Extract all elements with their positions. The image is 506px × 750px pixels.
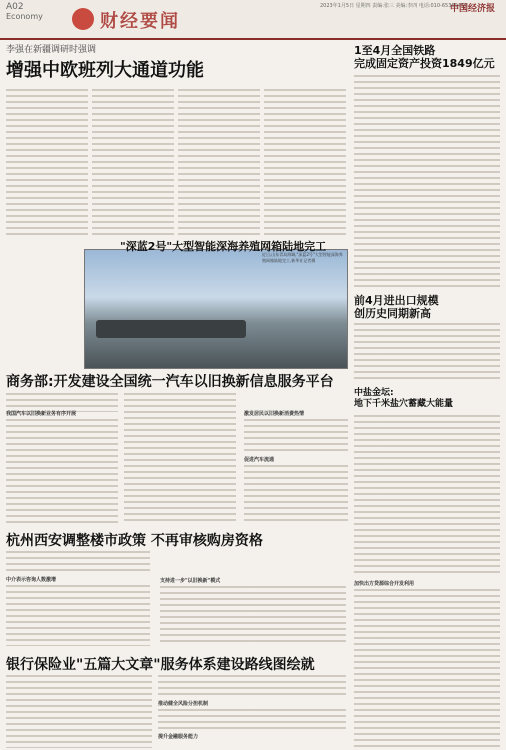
article-body xyxy=(354,322,500,382)
article-headline: 前4月进出口规模 创历史同期新高 xyxy=(354,294,439,320)
photo-caption: 近日,山东青岛海域,"深蓝2号"大型智能深海养殖网箱陆地完工,新华社记者摄 xyxy=(262,252,343,263)
article-body xyxy=(92,88,174,236)
paper-name: 中国经济报 xyxy=(450,4,496,14)
article-subhead: 推动健全风险分担机制 xyxy=(158,701,209,707)
article-subhead: 提升金融服务能力 xyxy=(158,734,199,740)
article-body xyxy=(6,550,150,574)
article-subhead: 我国汽车以旧换新业务有序开展 xyxy=(6,411,77,417)
article-body xyxy=(244,418,348,452)
article-body xyxy=(354,74,500,288)
article-kicker: 李强在新疆调研时强调 xyxy=(6,45,97,55)
article-body xyxy=(6,88,88,236)
article-body xyxy=(158,708,346,730)
article-headline: 银行保险业"五篇大文章"服务体系建设路线图绘就 xyxy=(6,657,315,673)
article-headline: 1至4月全国铁路 完成固定资产投资1849亿元 xyxy=(354,44,495,70)
article-body xyxy=(354,588,500,748)
article-headline: 中盐金坛: 地下千米盐穴蓄藏大能量 xyxy=(354,388,454,409)
article-body xyxy=(160,585,346,646)
article-subhead: 加快出方贷源综合开发利用 xyxy=(354,581,415,587)
platform-shape xyxy=(96,320,246,338)
section-title: 财经要闻 xyxy=(100,11,180,32)
article-headline: 杭州西安调整楼市政策 不再审核购房资格 xyxy=(6,533,263,549)
article-body xyxy=(6,674,152,748)
article-headline: 商务部:开发建设全国统一汽车以旧换新信息服务平台 xyxy=(6,374,334,390)
article-body xyxy=(158,674,346,698)
article-subhead: 促进汽车流通 xyxy=(244,457,275,463)
article-body xyxy=(354,414,500,574)
page-number: A02 xyxy=(6,2,24,12)
article-subhead: 激发居民以旧换新消费热情 xyxy=(244,411,305,417)
article-body xyxy=(178,88,260,236)
article-subhead: 支持进一步"以旧换新"模式 xyxy=(160,578,221,584)
article-headline: 增强中欧班列大通道功能 xyxy=(6,60,204,81)
article-body xyxy=(264,88,346,236)
section-logo-icon xyxy=(72,8,94,30)
article-subhead: 中介表示咨询人数激增 xyxy=(6,577,57,583)
article-body xyxy=(244,464,348,524)
article-body xyxy=(6,392,118,412)
section-en: Economy xyxy=(6,12,43,21)
dateline: 2023年1月5日 星期四 责编:张三 美编:李四 电话:010-65369450 xyxy=(320,3,468,9)
article-body xyxy=(6,584,150,646)
article-body xyxy=(124,392,236,524)
photo-headline: "深蓝2号"大型智能深海养殖网箱陆地完工 xyxy=(120,240,327,253)
article-body xyxy=(6,418,118,524)
